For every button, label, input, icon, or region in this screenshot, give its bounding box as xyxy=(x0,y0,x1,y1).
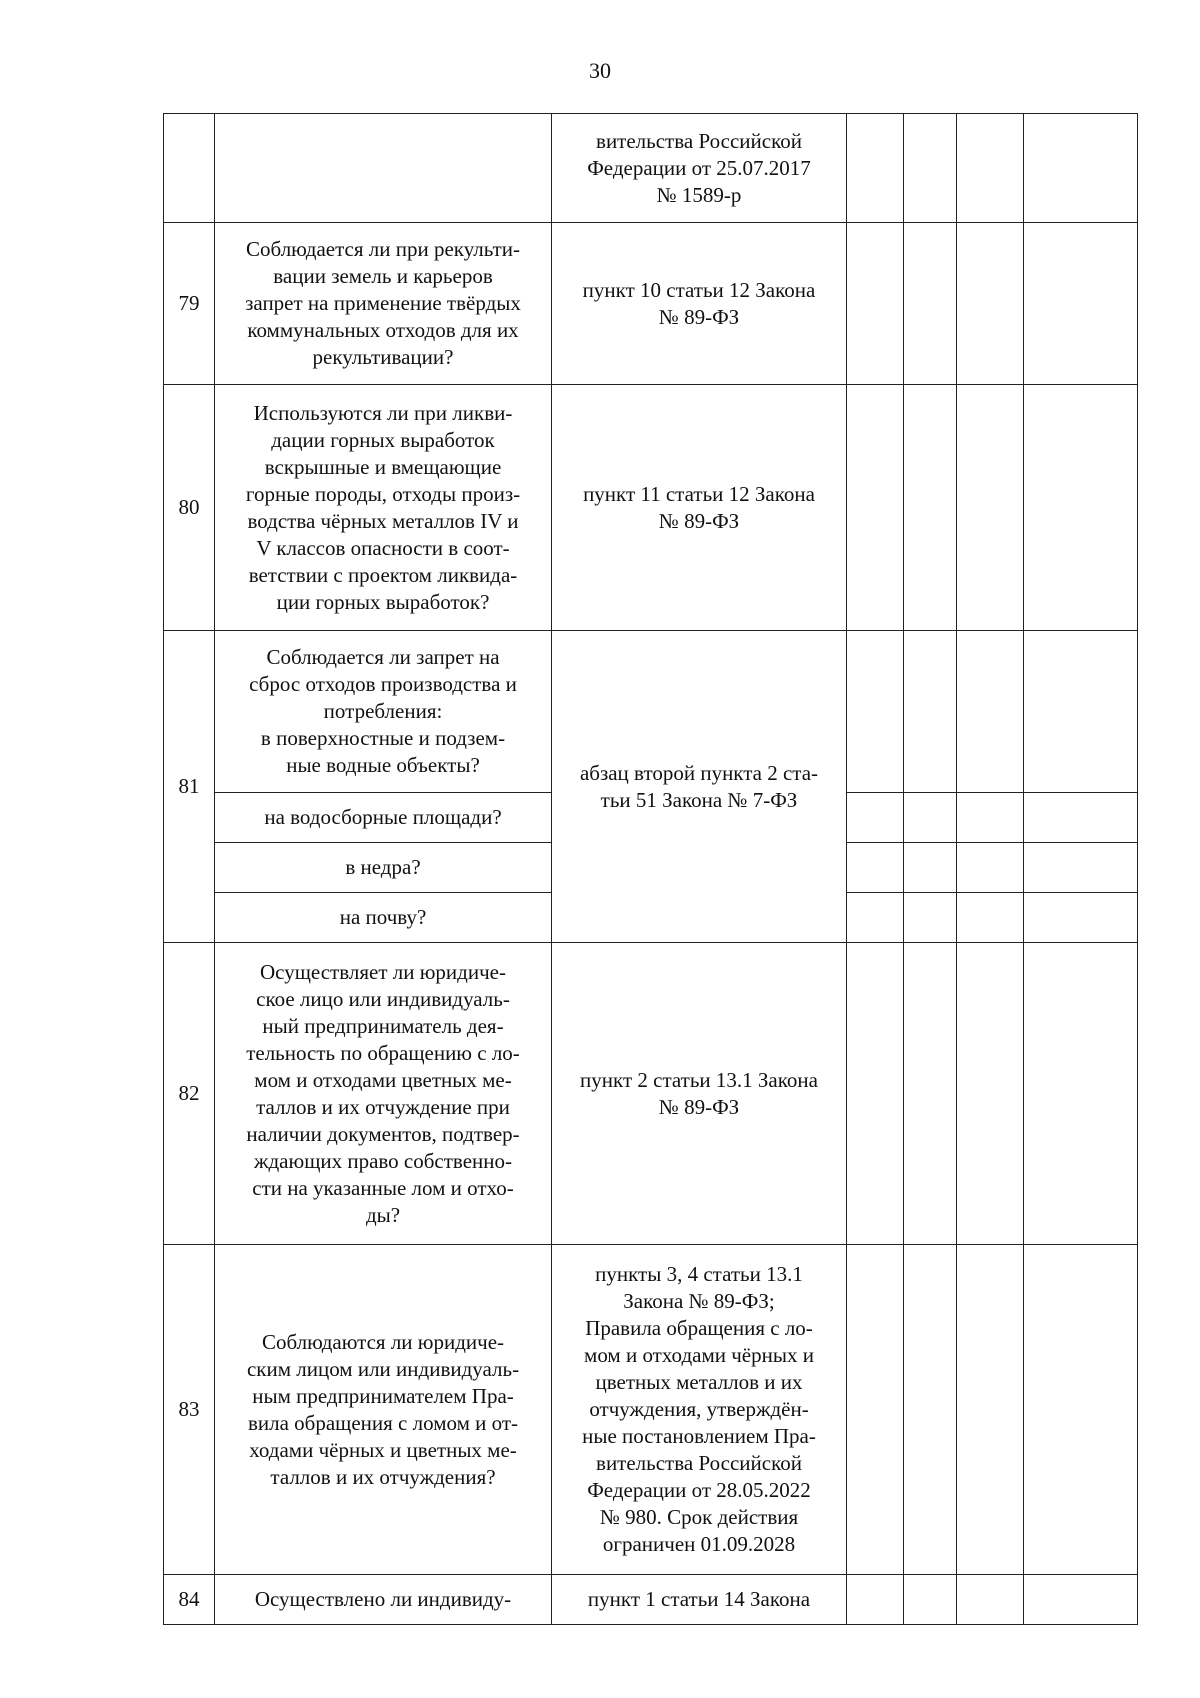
answer-cell-no[interactable] xyxy=(904,843,957,893)
answer-cell-na[interactable] xyxy=(957,114,1024,223)
note-cell[interactable] xyxy=(1024,893,1138,943)
table-row xyxy=(164,943,1138,1245)
answer-cell-yes[interactable] xyxy=(847,1245,904,1575)
answer-cell-no[interactable] xyxy=(904,1575,957,1625)
question-cell: на водосборные площади? xyxy=(215,793,552,843)
question-cell: в недра? xyxy=(215,843,552,893)
answer-cell-no[interactable] xyxy=(904,114,957,223)
table-row xyxy=(164,1575,1138,1625)
page-number: 30 xyxy=(589,58,611,83)
answer-cell-no[interactable] xyxy=(904,223,957,385)
answer-cell-na[interactable] xyxy=(957,385,1024,631)
answer-cell-yes[interactable] xyxy=(847,793,904,843)
row-number: 83 xyxy=(164,1245,215,1575)
answer-cell-yes[interactable] xyxy=(847,223,904,385)
answer-cell-na[interactable] xyxy=(957,793,1024,843)
question-cell: Соблюдается ли запрет на сброс отходов производства и потребления: в поверхностные и подзем- ные водные объекты? xyxy=(215,631,552,793)
answer-cell-no[interactable] xyxy=(904,385,957,631)
row-number: 82 xyxy=(164,943,215,1245)
table-row xyxy=(164,114,1138,223)
question-cell xyxy=(215,114,552,223)
table-row xyxy=(164,385,1138,631)
note-cell[interactable] xyxy=(1024,223,1138,385)
answer-cell-na[interactable] xyxy=(957,843,1024,893)
checklist-table xyxy=(163,113,1138,1625)
table-row xyxy=(164,223,1138,385)
row-number: 84 xyxy=(164,1575,215,1625)
row-number: 81 xyxy=(164,631,215,943)
note-cell[interactable] xyxy=(1024,114,1138,223)
question-cell: Соблюдается ли при рекульти- вации земель и карьеров запрет на применение твёрдых коммунальных отходов для их рекультивации? xyxy=(215,223,552,385)
answer-cell-no[interactable] xyxy=(904,943,957,1245)
answer-cell-no[interactable] xyxy=(904,1245,957,1575)
answer-cell-na[interactable] xyxy=(957,223,1024,385)
legal-basis-cell: пункт 10 статьи 12 Закона № 89-ФЗ xyxy=(552,223,847,385)
answer-cell-yes[interactable] xyxy=(847,943,904,1245)
answer-cell-na[interactable] xyxy=(957,943,1024,1245)
question-cell: на почву? xyxy=(215,893,552,943)
answer-cell-yes[interactable] xyxy=(847,893,904,943)
question-cell: Используются ли при ликви- дации горных выработок вскрышные и вмещающие горные породы, отходы произ- водства чёрных металлов IV и V классов опасности в соот- ветствии с проектом ликвида- ции горных выработок? xyxy=(215,385,552,631)
answer-cell-na[interactable] xyxy=(957,631,1024,793)
answer-cell-na[interactable] xyxy=(957,1575,1024,1625)
answer-cell-no[interactable] xyxy=(904,631,957,793)
note-cell[interactable] xyxy=(1024,385,1138,631)
row-number xyxy=(164,114,215,223)
note-cell[interactable] xyxy=(1024,1575,1138,1625)
note-cell[interactable] xyxy=(1024,943,1138,1245)
note-cell[interactable] xyxy=(1024,843,1138,893)
answer-cell-no[interactable] xyxy=(904,893,957,943)
answer-cell-yes[interactable] xyxy=(847,631,904,793)
legal-basis-cell: пункт 11 статьи 12 Закона № 89-ФЗ xyxy=(552,385,847,631)
row-number: 80 xyxy=(164,385,215,631)
answer-cell-yes[interactable] xyxy=(847,1575,904,1625)
row-number: 79 xyxy=(164,223,215,385)
legal-basis-cell: вительства Российской Федерации от 25.07.2017 № 1589-р xyxy=(552,114,847,223)
legal-basis-cell: пункты 3, 4 статьи 13.1 Закона № 89-ФЗ; Правила обращения с ло- мом и отходами чёрных и цветных металлов и их отчуждения, утверждён- ные постановлением Пра- вительства Российской Федерации от 28.05.2022 № 980. Срок действия ограничен 01.09.2028 xyxy=(552,1245,847,1575)
answer-cell-no[interactable] xyxy=(904,793,957,843)
legal-basis-cell: пункт 1 статьи 14 Закона xyxy=(552,1575,847,1625)
legal-basis-cell: абзац второй пункта 2 ста- тьи 51 Закона № 7-ФЗ xyxy=(552,631,847,943)
legal-basis-cell: пункт 2 статьи 13.1 Закона № 89-ФЗ xyxy=(552,943,847,1245)
note-cell[interactable] xyxy=(1024,631,1138,793)
answer-cell-yes[interactable] xyxy=(847,385,904,631)
answer-cell-na[interactable] xyxy=(957,1245,1024,1575)
question-cell: Осуществлено ли индивиду- xyxy=(215,1575,552,1625)
note-cell[interactable] xyxy=(1024,1245,1138,1575)
question-cell: Осуществляет ли юридиче- ское лицо или индивидуаль- ный предприниматель дея- тельность по обращению с ло- мом и отходами цветных ме- таллов и их отчуждение при наличии документов, подтвер- ждающих право собственно- сти на указанные лом и отхо- ды? xyxy=(215,943,552,1245)
answer-cell-yes[interactable] xyxy=(847,114,904,223)
question-cell: Соблюдаются ли юридиче- ским лицом или индивидуаль- ным предпринимателем Пра- вила обращения с ломом и от- ходами чёрных и цветных ме- таллов и их отчуждения? xyxy=(215,1245,552,1575)
answer-cell-yes[interactable] xyxy=(847,843,904,893)
answer-cell-na[interactable] xyxy=(957,893,1024,943)
table-row xyxy=(164,631,1138,793)
note-cell[interactable] xyxy=(1024,793,1138,843)
table-row xyxy=(164,1245,1138,1575)
